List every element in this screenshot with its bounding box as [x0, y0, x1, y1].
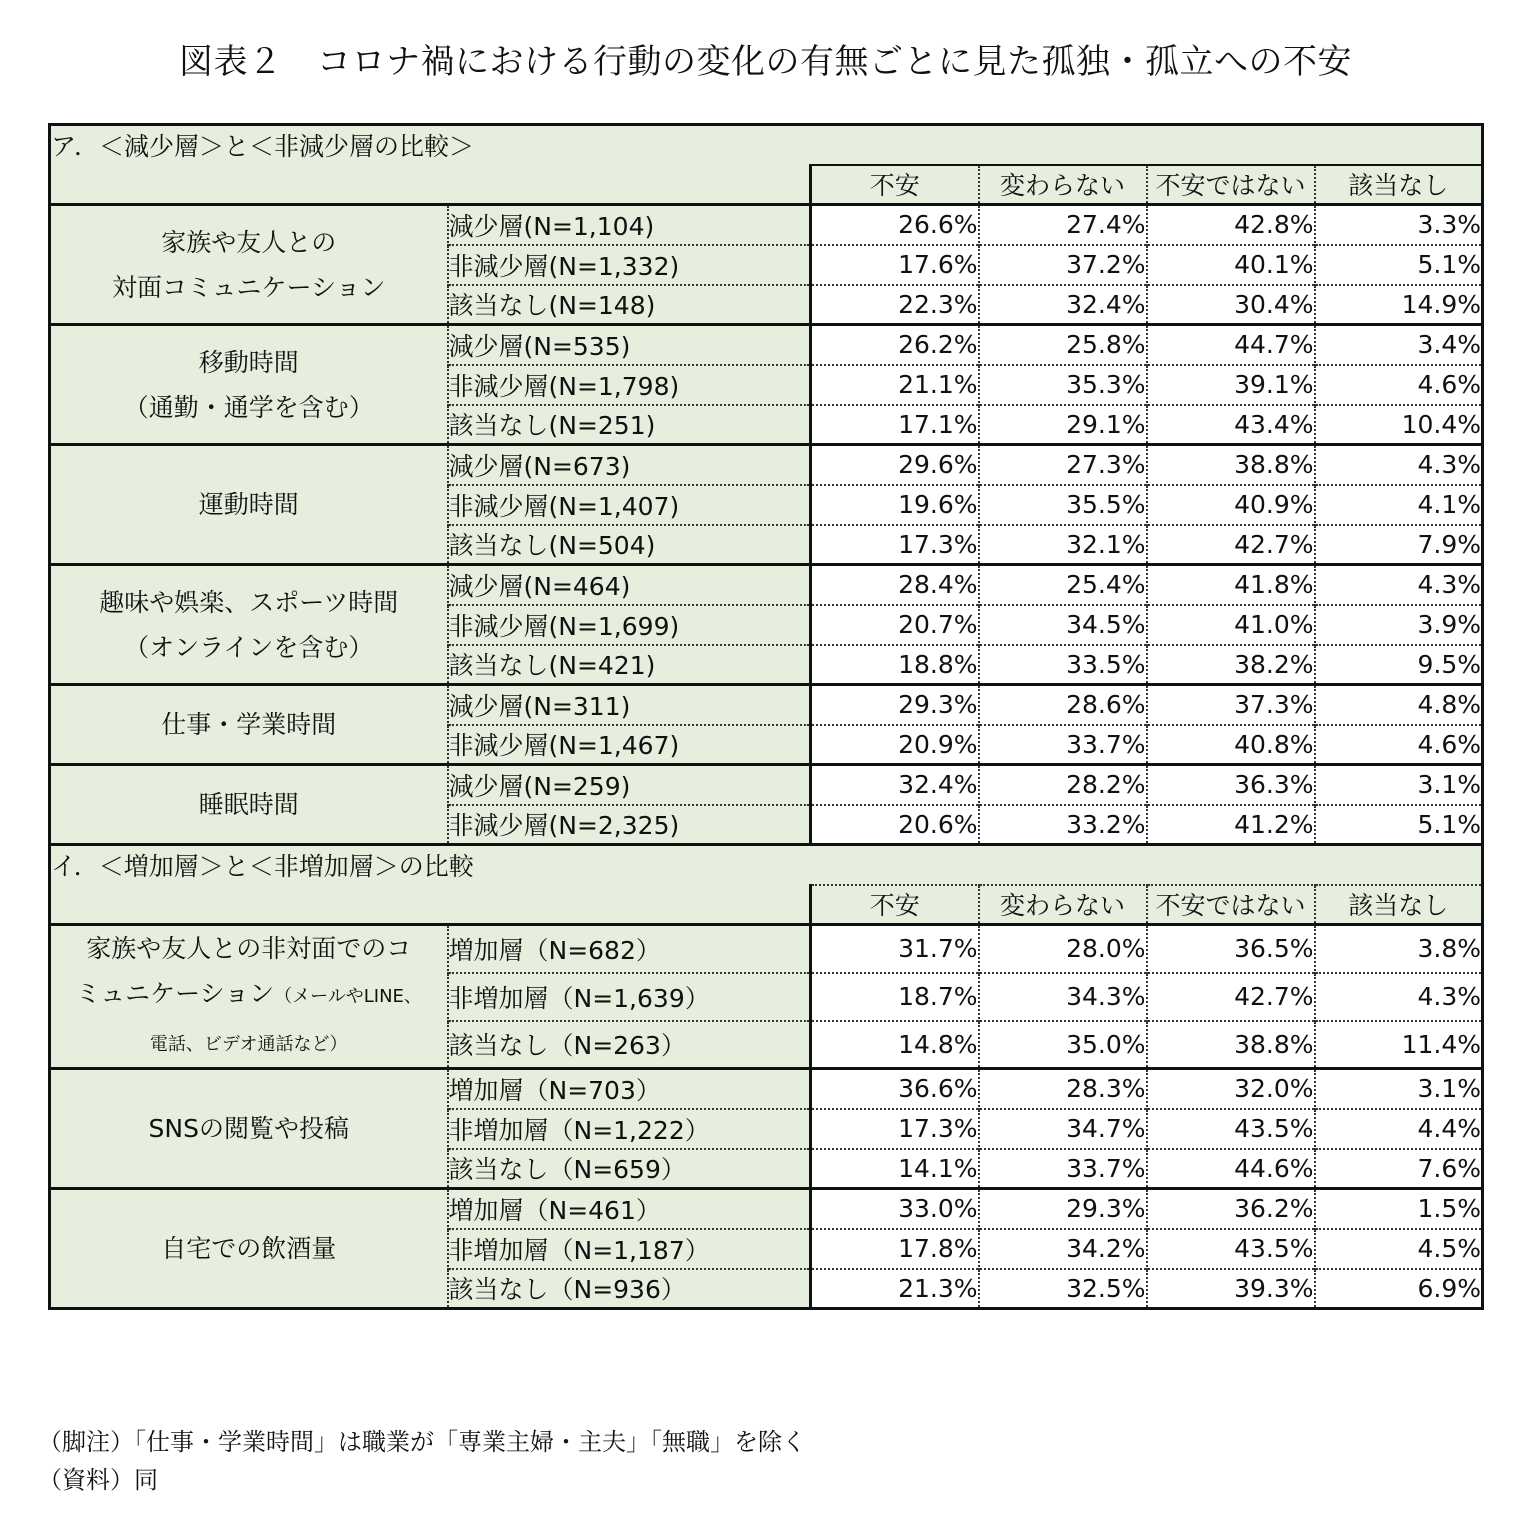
value-cell: 27.4% — [979, 205, 1147, 245]
value-cell: 35.0% — [979, 1021, 1147, 1069]
table-row — [50, 445, 1483, 485]
value-cell: 34.3% — [979, 973, 1147, 1021]
category-line: （通勤・通学を含む） — [123, 392, 374, 422]
group-label: 該当なし（N=659） — [448, 1149, 811, 1189]
category-line: 趣味や娯楽、スポーツ時間 — [99, 587, 399, 617]
value-cell: 3.8% — [1315, 925, 1483, 973]
category-note: （メールやLINE、 — [274, 986, 422, 1007]
category-line: 家族や友人との — [161, 227, 337, 257]
value-cell: 35.3% — [979, 365, 1147, 405]
column-header: 該当なし — [1315, 165, 1483, 205]
column-header: 変わらない — [979, 165, 1147, 205]
category-label — [50, 565, 448, 685]
value-cell: 3.4% — [1315, 325, 1483, 365]
category-line: 睡眠時間 — [198, 790, 299, 819]
value-cell: 33.0% — [811, 1189, 979, 1229]
value-cell: 32.4% — [811, 765, 979, 805]
group-label: 非増加層（N=1,222） — [448, 1109, 811, 1149]
header-blank — [50, 165, 811, 205]
category-label — [50, 205, 448, 325]
value-cell: 28.3% — [979, 1069, 1147, 1109]
value-cell: 3.3% — [1315, 205, 1483, 245]
value-cell: 10.4% — [1315, 405, 1483, 445]
value-cell: 41.0% — [1147, 605, 1315, 645]
page-title: 図表２ コロナ禍における行動の変化の有無ごとに見た孤独・孤立への不安 — [179, 42, 1352, 82]
group-label: 減少層(N=464) — [448, 565, 811, 605]
column-header-row — [50, 885, 1483, 925]
value-cell: 21.1% — [811, 365, 979, 405]
value-cell: 4.8% — [1315, 685, 1483, 725]
value-cell: 29.1% — [979, 405, 1147, 445]
category-line: （オンラインを含む） — [124, 632, 374, 662]
group-label: 減少層(N=311) — [448, 685, 811, 725]
table-row — [50, 765, 1483, 805]
notes — [38, 1423, 806, 1499]
value-cell: 17.6% — [811, 245, 979, 285]
section-title-row — [50, 845, 1483, 885]
category-line: 自宅での飲酒量 — [161, 1234, 337, 1263]
value-cell: 29.6% — [811, 445, 979, 485]
value-cell: 33.7% — [979, 1149, 1147, 1189]
value-cell: 3.1% — [1315, 765, 1483, 805]
value-cell: 4.3% — [1315, 973, 1483, 1021]
group-label: 該当なし(N=421) — [448, 645, 811, 685]
source-note: （資料）同 — [38, 1466, 158, 1494]
group-label: 非増加層（N=1,187） — [448, 1229, 811, 1269]
header-blank — [50, 885, 811, 925]
value-cell: 33.7% — [979, 725, 1147, 765]
value-cell: 14.1% — [811, 1149, 979, 1189]
column-header: 不安ではない — [1147, 885, 1315, 925]
value-cell: 20.9% — [811, 725, 979, 765]
group-label: 非減少層(N=1,407) — [448, 485, 811, 525]
category-line: 家族や友人との非対面でのコ — [86, 934, 412, 963]
section-title: イ．＜増加層＞と＜非増加層＞の比較 — [50, 845, 1483, 885]
value-cell: 43.5% — [1147, 1229, 1315, 1269]
category-note: 電話、ビデオ通話など） — [149, 1034, 348, 1055]
column-header: 不安 — [811, 885, 979, 925]
value-cell: 31.7% — [811, 925, 979, 973]
value-cell: 32.4% — [979, 285, 1147, 325]
footnote: （脚注）「仕事・学業時間」は職業が「専業主婦・主夫」「無職」を除く — [38, 1428, 806, 1456]
value-cell: 40.9% — [1147, 485, 1315, 525]
value-cell: 33.2% — [979, 805, 1147, 845]
column-header: 不安 — [811, 165, 979, 205]
table-row — [50, 325, 1483, 365]
value-cell: 36.6% — [811, 1069, 979, 1109]
value-cell: 30.4% — [1147, 285, 1315, 325]
value-cell: 4.3% — [1315, 445, 1483, 485]
value-cell: 7.6% — [1315, 1149, 1483, 1189]
column-header: 該当なし — [1315, 885, 1483, 925]
value-cell: 26.6% — [811, 205, 979, 245]
value-cell: 17.1% — [811, 405, 979, 445]
value-cell: 32.1% — [979, 525, 1147, 565]
group-label: 減少層(N=1,104) — [448, 205, 811, 245]
group-label: 該当なし（N=263） — [448, 1021, 811, 1069]
value-cell: 34.7% — [979, 1109, 1147, 1149]
table-row — [50, 925, 1483, 973]
value-cell: 14.8% — [811, 1021, 979, 1069]
value-cell: 5.1% — [1315, 805, 1483, 845]
value-cell: 19.6% — [811, 485, 979, 525]
value-cell: 3.9% — [1315, 605, 1483, 645]
group-label: 非減少層(N=2,325) — [448, 805, 811, 845]
category-label — [50, 685, 448, 765]
value-cell: 25.4% — [979, 565, 1147, 605]
group-label: 非減少層(N=1,467) — [448, 725, 811, 765]
value-cell: 4.6% — [1315, 725, 1483, 765]
category-label — [50, 1069, 448, 1189]
value-cell: 14.9% — [1315, 285, 1483, 325]
group-label: 非減少層(N=1,699) — [448, 605, 811, 645]
value-cell: 35.5% — [979, 485, 1147, 525]
group-label: 該当なし(N=504) — [448, 525, 811, 565]
value-cell: 28.6% — [979, 685, 1147, 725]
value-cell: 1.5% — [1315, 1189, 1483, 1229]
value-cell: 28.4% — [811, 565, 979, 605]
value-cell: 40.8% — [1147, 725, 1315, 765]
value-cell: 40.1% — [1147, 245, 1315, 285]
category-line: 対面コミュニケーション — [111, 272, 386, 302]
value-cell: 25.8% — [979, 325, 1147, 365]
value-cell: 32.5% — [979, 1269, 1147, 1309]
value-cell: 27.3% — [979, 445, 1147, 485]
value-cell: 11.4% — [1315, 1021, 1483, 1069]
value-cell: 6.9% — [1315, 1269, 1483, 1309]
value-cell: 4.1% — [1315, 485, 1483, 525]
value-cell: 21.3% — [811, 1269, 979, 1309]
value-cell: 37.3% — [1147, 685, 1315, 725]
value-cell: 4.4% — [1315, 1109, 1483, 1149]
value-cell: 36.5% — [1147, 925, 1315, 973]
table-row — [50, 1069, 1483, 1109]
category-line: 移動時間 — [198, 347, 299, 377]
group-label: 増加層（N=461） — [448, 1189, 811, 1229]
group-label: 増加層（N=682） — [448, 925, 811, 973]
group-label: 非減少層(N=1,332) — [448, 245, 811, 285]
value-cell: 17.3% — [811, 525, 979, 565]
value-cell: 37.2% — [979, 245, 1147, 285]
value-cell: 38.8% — [1147, 445, 1315, 485]
value-cell: 32.0% — [1147, 1069, 1315, 1109]
value-cell: 39.3% — [1147, 1269, 1315, 1309]
value-cell: 43.4% — [1147, 405, 1315, 445]
table-row — [50, 685, 1483, 725]
category-label — [50, 925, 448, 1069]
value-cell: 28.2% — [979, 765, 1147, 805]
category-label — [50, 325, 448, 445]
category-label — [50, 445, 448, 565]
value-cell: 17.3% — [811, 1109, 979, 1149]
column-header: 不安ではない — [1147, 165, 1315, 205]
group-label: 増加層（N=703） — [448, 1069, 811, 1109]
value-cell: 42.7% — [1147, 525, 1315, 565]
category-label — [50, 1189, 448, 1309]
value-cell: 7.9% — [1315, 525, 1483, 565]
value-cell: 29.3% — [979, 1189, 1147, 1229]
group-label: 該当なし(N=148) — [448, 285, 811, 325]
section-title-row — [50, 125, 1483, 165]
group-label: 該当なし（N=936） — [448, 1269, 811, 1309]
value-cell: 22.3% — [811, 285, 979, 325]
table-row — [50, 205, 1483, 245]
value-cell: 5.1% — [1315, 245, 1483, 285]
value-cell: 44.6% — [1147, 1149, 1315, 1189]
value-cell: 42.7% — [1147, 973, 1315, 1021]
section-title: ア．＜減少層＞と＜非減少層の比較＞ — [50, 125, 1483, 165]
value-cell: 33.5% — [979, 645, 1147, 685]
group-label: 該当なし(N=251) — [448, 405, 811, 445]
value-cell: 4.5% — [1315, 1229, 1483, 1269]
value-cell: 4.3% — [1315, 565, 1483, 605]
category-line: SNSの閲覧や投稿 — [148, 1114, 349, 1143]
value-cell: 4.6% — [1315, 365, 1483, 405]
group-label: 減少層(N=535) — [448, 325, 811, 365]
value-cell: 36.2% — [1147, 1189, 1315, 1229]
column-header: 変わらない — [979, 885, 1147, 925]
value-cell: 38.8% — [1147, 1021, 1315, 1069]
category-line: 仕事・学業時間 — [161, 710, 337, 739]
category-line: 運動時間 — [198, 490, 299, 519]
data-table — [48, 123, 1484, 1310]
value-cell: 42.8% — [1147, 205, 1315, 245]
value-cell: 41.8% — [1147, 565, 1315, 605]
group-label: 減少層(N=259) — [448, 765, 811, 805]
column-header-row — [50, 165, 1483, 205]
value-cell: 41.2% — [1147, 805, 1315, 845]
value-cell: 17.8% — [811, 1229, 979, 1269]
value-cell: 9.5% — [1315, 645, 1483, 685]
value-cell: 36.3% — [1147, 765, 1315, 805]
category-label — [50, 765, 448, 845]
table-row — [50, 565, 1483, 605]
value-cell: 43.5% — [1147, 1109, 1315, 1149]
value-cell: 39.1% — [1147, 365, 1315, 405]
value-cell: 38.2% — [1147, 645, 1315, 685]
group-label: 非増加層（N=1,639） — [448, 973, 811, 1021]
value-cell: 3.1% — [1315, 1069, 1483, 1109]
value-cell: 34.5% — [979, 605, 1147, 645]
value-cell: 28.0% — [979, 925, 1147, 973]
group-label: 減少層(N=673) — [448, 445, 811, 485]
value-cell: 20.7% — [811, 605, 979, 645]
value-cell: 18.7% — [811, 973, 979, 1021]
value-cell: 29.3% — [811, 685, 979, 725]
table-row — [50, 1189, 1483, 1229]
value-cell: 26.2% — [811, 325, 979, 365]
group-label: 非減少層(N=1,798) — [448, 365, 811, 405]
category-line: ミュニケーション — [75, 979, 275, 1008]
value-cell: 20.6% — [811, 805, 979, 845]
value-cell: 34.2% — [979, 1229, 1147, 1269]
value-cell: 44.7% — [1147, 325, 1315, 365]
value-cell: 18.8% — [811, 645, 979, 685]
